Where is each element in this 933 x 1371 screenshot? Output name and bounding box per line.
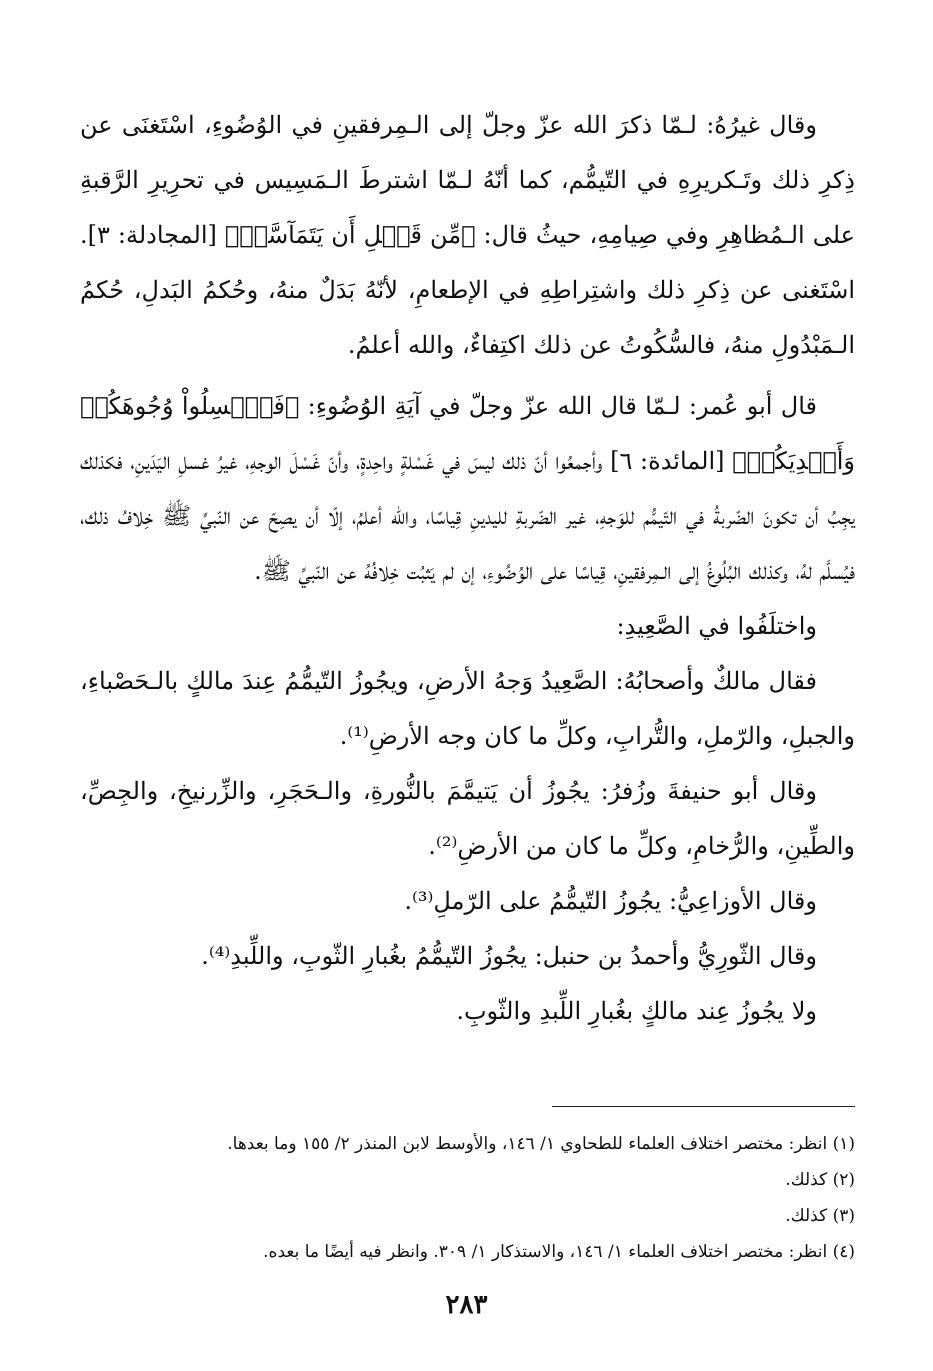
- paragraph-2: قال أبو عُمر: لـمّا قال الله عزّ وجلّ في آيَةِ الوُضُوءِ: ﴿فَٱغۡسِلُواْ وُجُوهَكُمۡ وَأَيۡدِيَكُمۡ﴾ [المائدة: ٦] وأجمعُوا أنّ ذلك ليسَ في غَسْلةٍ واحِدةٍ، وأنّ غَسْلَ الوجهِ، غيرُ غسلِ اليَدَينِ، فكذلك يجِبُ أن تكونَ الضّربةُ في التّيمُّم للوَجهِ، غير الضّربةِ لليدينِ قِياسًا، والله أعلمُ، إلّا أن يصِحّ عن النّبيِّ ﷺ خِلافُ ذلك، فيُسلَّم لهُ، وكذلك البُلُوغُ إلى الـمِرفقينِ، قِياسًا على الوُضُوءِ، إن لم يَثبُت خِلافُهُ عن النّبيِّ ﷺ.: [80, 392, 855, 585]
- paragraph-1: وقال غيرُهُ: لـمّا ذكرَ الله عزّ وجلّ إلى الـمِرفقينِ في الوُضُوءِ، اسْتَغنَى عن ذِكرِ ذلك وتَـكريرِهِ في التّيمُّم، كما أنّهُ لـمّا اشترطَ الـمَسِيس في تحرِيرِ الرَّقبةِ على الـمُظاهِرِ وفي صِيامِهِ، حيثُ قال: ﴿مِّن قَبۡلِ أَن يَتَمَآسَّاۚ﴾ [المجادلة: ٣]. اسْتَغنى عن ذِكرِ ذلك واشتِراطِهِ في الإطعامِ، لأنّهُ بَدَلٌ منهُ، وحُكمُ البَدلِ، حُكمُ الـمَبْدُولِ منهُ، فالسُّكُوتُ عن ذلك اكتِفاءٌ، والله أعلمُ.: [80, 111, 855, 359]
- main-text: [80, 98, 855, 1039]
- footnote-1: (١) انظر: مختصر اختلاف العلماء للطحاوي ١/ ١٤٦، والأوسط لابن المنذر ٢/ ١٥٥ وما بعدها.: [227, 1134, 855, 1154]
- paragraph-5: وقال أبو حنيفةَ وزُفرُ: يجُوزُ أن يَتيمَّمَ بالنُّورةِ، والـحَجَرِ، والزِّرنيخِ، والجِصِّ، والطِّينِ، والرُّخامِ، وكلِّ ما كان من الأرضِ⁽²⁾.: [80, 777, 855, 860]
- footnote-2: (٢) كذلك.: [785, 1170, 855, 1190]
- footnote-4: (٤) انظر: مختصر اختلاف العلماء ١/ ١٤٦، والاستذكار ١/ ٣٠٩. وانظر فيه أيضًا ما بعده.: [263, 1242, 855, 1262]
- paragraph-4: فقال مالكٌ وأصحابُهُ: الصَّعِيدُ وَجهُ الأرضِ، ويجُوزُ التّيمُّمُ عِندَ مالكٍ بالـحَصْباءِ، والجبلِ، والرّملِ، والتُّرابِ، وكلِّ ما كان وجه الأرضِ⁽¹⁾.: [80, 667, 855, 750]
- paragraph-8: ولا يجُوزُ عِند مالكٍ بغُبارِ اللِّبدِ والثّوبِ.: [456, 997, 817, 1025]
- footnote-3: (٣) كذلك.: [785, 1206, 855, 1226]
- paragraph-6: وقال الأوزاعِيُّ: يجُوزُ التّيمُّمُ على الرّملِ⁽³⁾.: [404, 887, 817, 915]
- footnote-divider: [552, 1106, 855, 1107]
- paragraph-3: واختلَفُوا في الصَّعِيدِ:: [616, 612, 817, 640]
- page-number: ٢٨٣: [445, 1290, 488, 1320]
- paragraph-7: وقال الثّورِيُّ وأحمدُ بن حنبل: يجُوزُ التّيمُّمُ بغُبارِ الثّوبِ، واللِّبدِ⁽⁴⁾.: [201, 942, 817, 970]
- footnotes: [80, 1126, 855, 1270]
